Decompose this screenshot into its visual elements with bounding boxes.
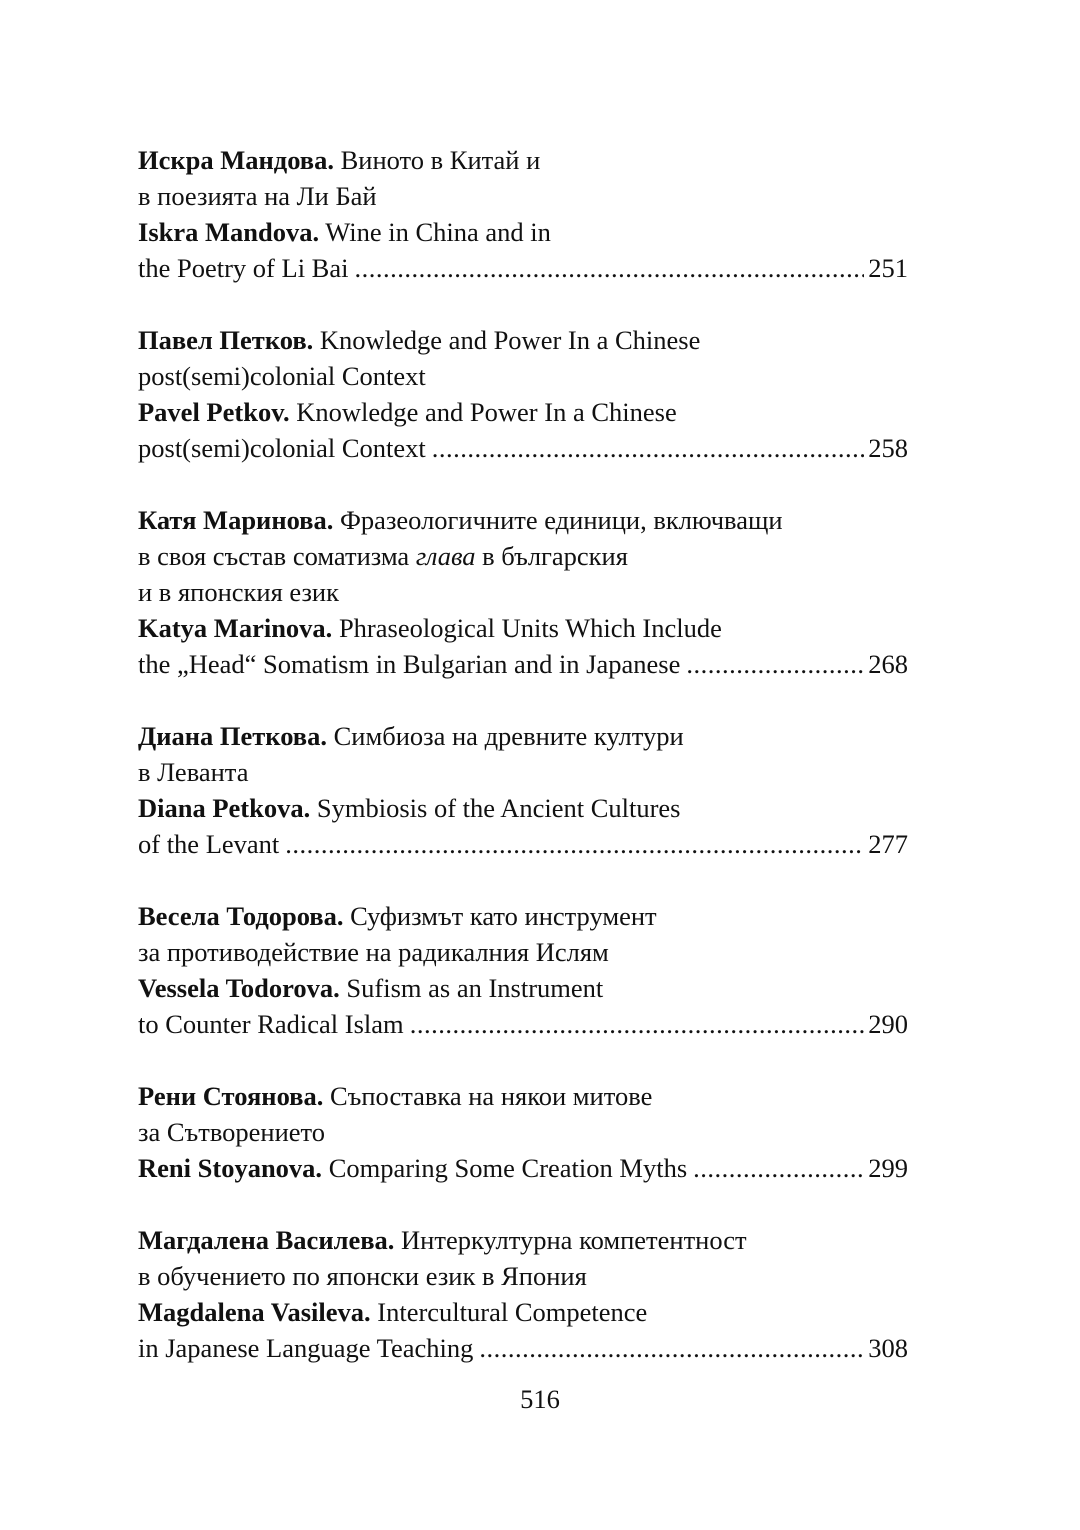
toc-line-text: [138, 577, 339, 607]
toc-line-text: [138, 1150, 687, 1186]
title-text: Knowledge and Power In a Chinese: [313, 325, 701, 355]
toc-line: [138, 1294, 908, 1330]
dot-leader: [693, 1150, 864, 1186]
toc-line-text: [138, 721, 684, 751]
toc-line: [138, 430, 908, 466]
toc-entry: [138, 322, 908, 466]
dot-leader: [686, 646, 864, 682]
toc-line-text: [138, 826, 279, 862]
title-text: Phraseological Units Which Include: [332, 613, 722, 643]
toc-line: [138, 898, 908, 934]
dot-leader: [479, 1330, 864, 1366]
toc-line: [138, 790, 908, 826]
toc-line: [138, 322, 908, 358]
title-text: Sufism as an Instrument: [339, 973, 604, 1003]
toc-line-text: [138, 1330, 473, 1366]
toc-page-number: 290: [868, 1009, 908, 1039]
title-text: Comparing Some Creation Myths: [322, 1153, 688, 1183]
author-name: Павел Петков.: [138, 325, 314, 355]
toc-page-number: 251: [868, 253, 908, 283]
author-name: Reni Stoyanova.: [138, 1153, 323, 1183]
toc-line-text: [138, 397, 677, 427]
toc-line: [138, 1330, 908, 1366]
toc-page-number: 277: [868, 829, 908, 859]
title-text: of the Levant: [138, 829, 280, 859]
title-text: post(semi)colonial Context: [138, 433, 426, 463]
toc-line: [138, 178, 908, 214]
italic-term: глава: [415, 541, 476, 571]
toc-line-text: [138, 757, 248, 787]
toc-page-number: 258: [868, 433, 908, 463]
toc-line-text: [138, 1081, 652, 1111]
toc-line-text: [138, 793, 681, 823]
author-name: Диана Петкова.: [138, 721, 327, 751]
title-text: за Сътворението: [138, 1117, 326, 1147]
title-text: Фразеологичните единици, включващи: [333, 505, 783, 535]
toc-line-text: [138, 325, 700, 355]
title-text: the Poetry of Li Bai: [138, 253, 349, 283]
title-text: to Counter Radical Islam: [138, 1009, 404, 1039]
toc-entry: [138, 142, 908, 286]
title-text: в обучението по японски език в Япония: [138, 1261, 587, 1291]
toc-line: [138, 1150, 908, 1186]
toc-page-number: 268: [868, 649, 908, 679]
toc-line-text: [138, 505, 783, 535]
title-text: в Леванта: [138, 757, 249, 787]
title-text: Wine in China and in: [319, 217, 551, 247]
title-text: the „Head“ Somatism in Bulgarian and in Japanese: [138, 649, 681, 679]
title-text: Symbiosis of the Ancient Cultures: [310, 793, 681, 823]
author-name: Katya Marinova.: [138, 613, 333, 643]
title-text: за противодействие на радикалния Ислям: [138, 937, 609, 967]
toc-line: [138, 574, 908, 610]
author-name: Катя Маринова.: [138, 505, 334, 535]
toc-entry: [138, 898, 908, 1042]
author-name: Искра Мандова.: [138, 145, 334, 175]
toc-line: [138, 358, 908, 394]
toc-line: [138, 826, 908, 862]
title-text: в поезията на Ли Бай: [138, 181, 377, 211]
toc-entry: [138, 502, 908, 682]
toc-line-text: [138, 1297, 647, 1327]
toc-line: [138, 142, 908, 178]
author-name: Рени Стоянова.: [138, 1081, 324, 1111]
title-text: Симбиоза на древните култури: [326, 721, 684, 751]
title-text: в българския: [475, 541, 628, 571]
toc-line-text: [138, 901, 657, 931]
toc-line: [138, 214, 908, 250]
title-text: Intercultural Competence: [370, 1297, 648, 1327]
toc-line-text: [138, 361, 426, 391]
author-name: Iskra Mandova.: [138, 217, 320, 247]
toc-line: [138, 970, 908, 1006]
title-text: Knowledge and Power In a Chinese: [289, 397, 677, 427]
title-text: Съпоставка на някои митове: [323, 1081, 653, 1111]
title-text: Виното в Китай и: [333, 145, 541, 175]
title-text: post(semi)colonial Context: [138, 361, 426, 391]
author-name: Pavel Petkov.: [138, 397, 290, 427]
dot-leader: [355, 250, 865, 286]
toc-line: [138, 1258, 908, 1294]
toc-line: [138, 610, 908, 646]
title-text: и в японския език: [138, 577, 339, 607]
toc-line: [138, 754, 908, 790]
toc-line: [138, 934, 908, 970]
title-text: in Japanese Language Teaching: [138, 1333, 474, 1363]
toc-line: [138, 502, 908, 538]
title-text: Суфизмът като инструмент: [343, 901, 657, 931]
author-name: Магдалена Василева.: [138, 1225, 395, 1255]
toc-line: [138, 1222, 908, 1258]
toc-line-text: [138, 1117, 325, 1147]
toc-line: [138, 1114, 908, 1150]
toc-line: [138, 1006, 908, 1042]
author-name: Vessela Todorova.: [138, 973, 340, 1003]
toc-line: [138, 646, 908, 682]
toc-line: [138, 250, 908, 286]
toc-line: [138, 538, 908, 574]
table-of-contents: [138, 142, 908, 1402]
toc-line-text: [138, 430, 426, 466]
toc-line-text: [138, 1006, 404, 1042]
toc-page-number: 308: [868, 1333, 908, 1363]
toc-line-text: [138, 181, 377, 211]
toc-line: [138, 394, 908, 430]
toc-entry: [138, 1078, 908, 1186]
toc-entry: [138, 718, 908, 862]
toc-line-text: [138, 646, 680, 682]
toc-line: [138, 1078, 908, 1114]
title-text: в своя състав соматизма: [138, 541, 416, 571]
author-name: Diana Petkova.: [138, 793, 311, 823]
toc-line-text: [138, 973, 603, 1003]
title-text: Интеркултурна компетентност: [394, 1225, 747, 1255]
toc-entry: [138, 1222, 908, 1366]
author-name: Magdalena Vasileva.: [138, 1297, 371, 1327]
toc-line-text: [138, 937, 609, 967]
toc-line-text: [138, 613, 722, 643]
dot-leader: [432, 430, 864, 466]
page-number: 516: [520, 1384, 560, 1414]
author-name: Весела Тодорова.: [138, 901, 344, 931]
toc-line: [138, 718, 908, 754]
toc-line-text: [138, 250, 349, 286]
dot-leader: [285, 826, 864, 862]
toc-line-text: [138, 1261, 587, 1291]
toc-line-text: [138, 217, 551, 247]
toc-line-text: [138, 541, 628, 571]
dot-leader: [410, 1006, 865, 1042]
toc-page-number: 299: [868, 1153, 908, 1183]
toc-line-text: [138, 145, 540, 175]
toc-line-text: [138, 1225, 747, 1255]
